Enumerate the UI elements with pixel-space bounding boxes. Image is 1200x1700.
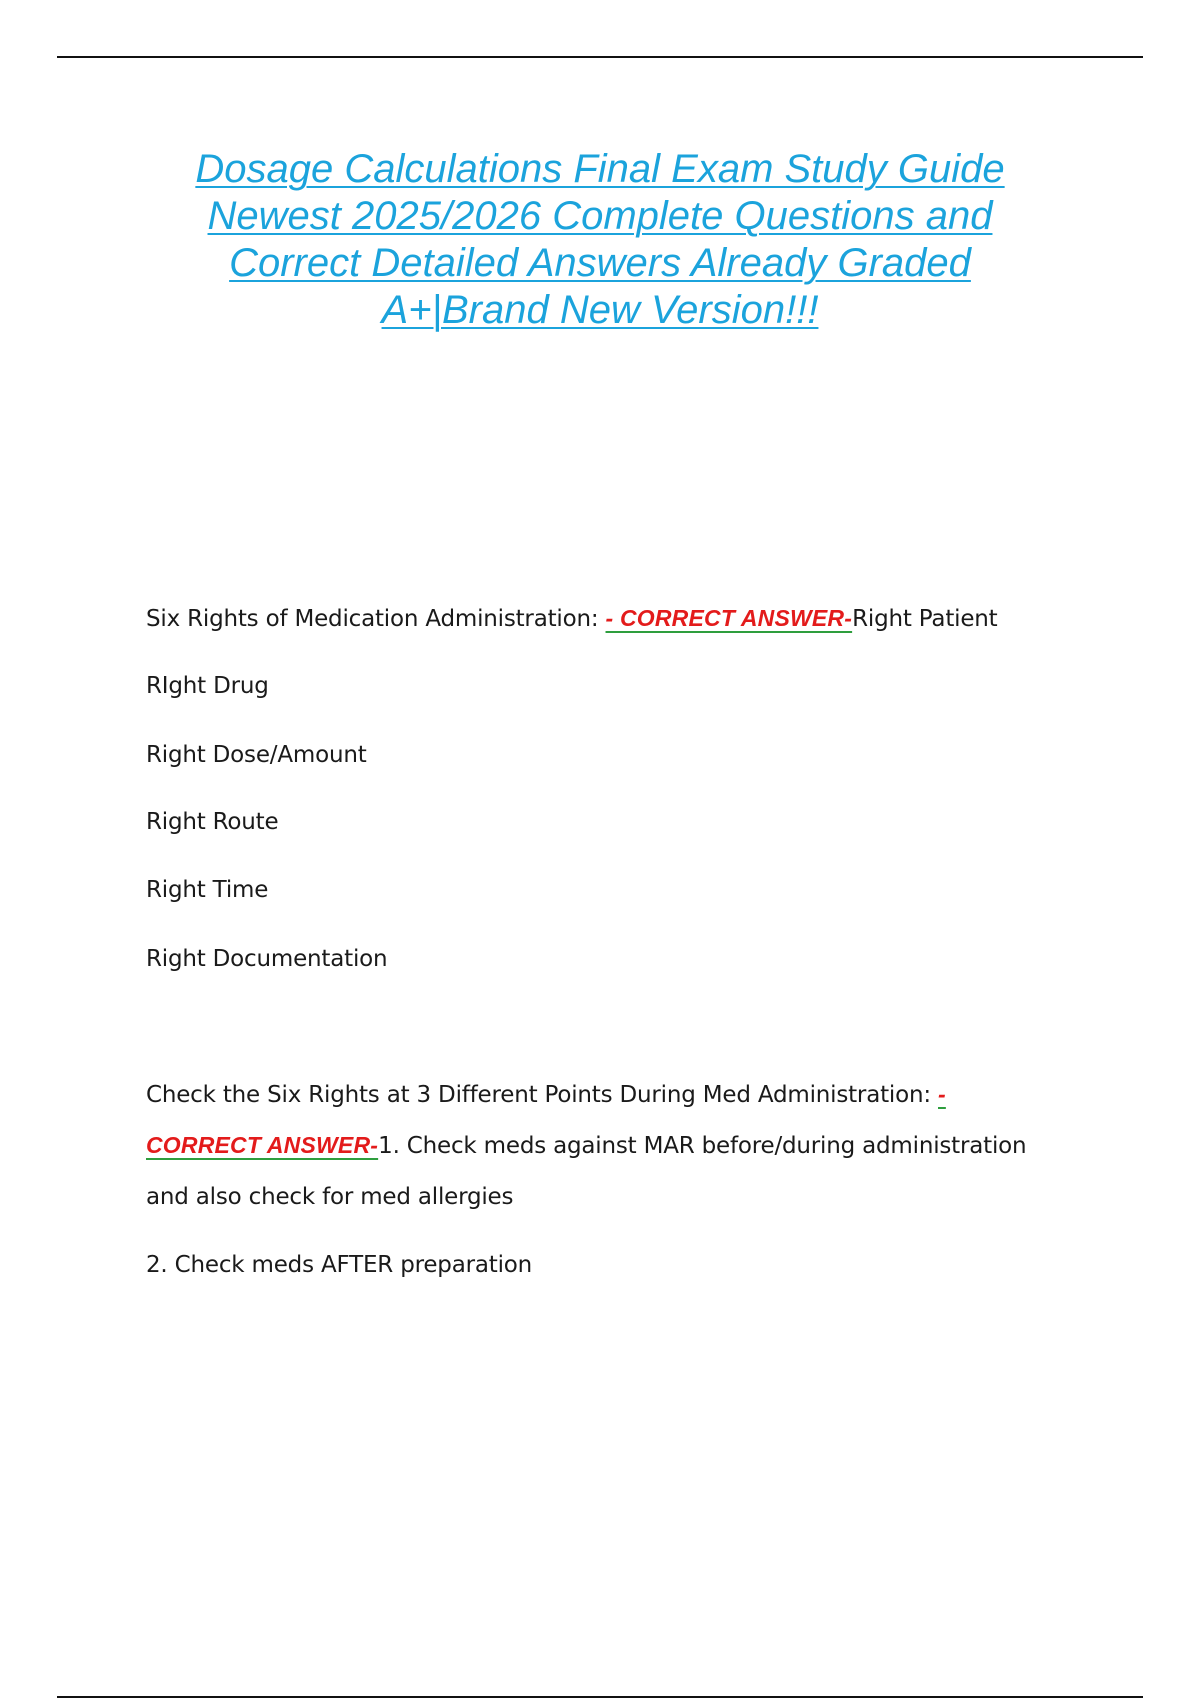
q2-line <box>146 1081 946 1108</box>
bottom-rule <box>57 1696 1143 1698</box>
q2-answer-first: 1. Check meds against MAR before/during administration <box>378 1133 1027 1159</box>
q2-answer-cont: and also check for med allergies <box>146 1184 514 1210</box>
q2-question: Check the Six Rights at 3 Different Points During Med Administration: <box>146 1082 938 1108</box>
title-line-2[interactable]: Newest 2025/2026 Complete Questions and <box>207 194 993 238</box>
q2-answer-line-1 <box>146 1132 1026 1159</box>
document-title[interactable] <box>120 146 1080 334</box>
title-line-1[interactable]: Dosage Calculations Final Exam Study Guide <box>195 147 1005 191</box>
title-line-4[interactable]: A+|Brand New Version!!! <box>381 288 819 332</box>
q1-answer-line: RIght Drug <box>146 673 269 699</box>
top-rule <box>57 56 1143 58</box>
q2-answer-marker-rest: CORRECT ANSWER- <box>146 1132 379 1158</box>
title-line-3[interactable]: Correct Detailed Answers Already Graded <box>229 241 971 285</box>
q1-answer-line: Right Time <box>146 877 269 903</box>
q1-answer-marker: - CORRECT ANSWER- <box>605 605 853 631</box>
q1-answer-first: Right Patient <box>852 606 998 632</box>
q2-answer-line: 2. Check meds AFTER preparation <box>146 1252 533 1278</box>
q1-question: Six Rights of Medication Administration: <box>146 606 606 632</box>
q1-answer-line: Right Route <box>146 809 279 835</box>
q2-answer-marker-start: - <box>938 1081 946 1107</box>
q1-answer-line: Right Dose/Amount <box>146 742 367 768</box>
q1-line <box>146 605 997 632</box>
q1-answer-line: Right Documentation <box>146 946 388 972</box>
